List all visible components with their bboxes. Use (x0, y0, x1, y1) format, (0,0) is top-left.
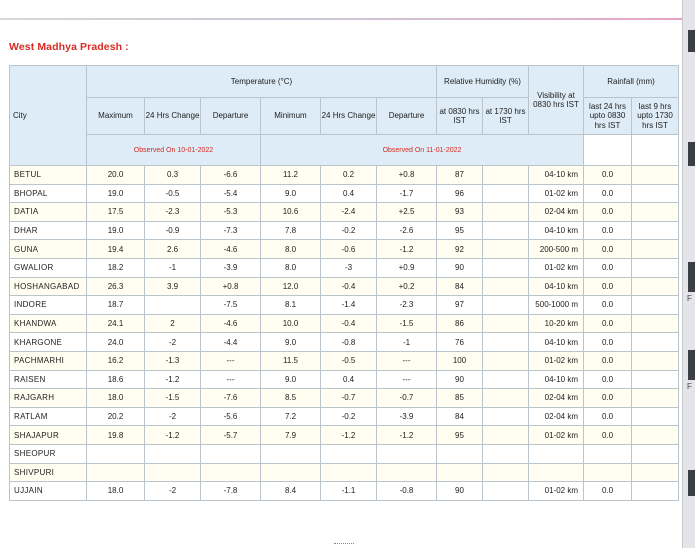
cell-min-departure: +0.9 (377, 258, 437, 277)
cell-min-departure: +0.8 (377, 166, 437, 185)
cell-max-temp: 18.7 (87, 296, 145, 315)
cell-max-change: -1 (145, 258, 201, 277)
cell-max-change (145, 444, 201, 463)
cell-min-temp: 9.0 (261, 184, 321, 203)
cell-min-departure (377, 463, 437, 482)
observed-date-min: Observed On 11-01-2022 (261, 135, 584, 166)
cell-max-temp: 19.0 (87, 184, 145, 203)
cell-visibility: 500-1000 m (529, 296, 584, 315)
cell-rh-0830 (437, 463, 483, 482)
table-row (10, 444, 679, 463)
cell-rain-9hrs (632, 277, 679, 296)
cell-visibility: 04-10 km (529, 221, 584, 240)
cell-max-departure: -5.6 (201, 407, 261, 426)
cell-min-change: 0.2 (321, 166, 377, 185)
cell-visibility: 01-02 km (529, 426, 584, 445)
cell-min-departure: -3.9 (377, 407, 437, 426)
cell-max-temp: 19.0 (87, 221, 145, 240)
cell-rh-1730 (483, 221, 529, 240)
cell-city: GWALIOR (10, 258, 87, 277)
page-top-divider (0, 18, 682, 20)
cell-max-departure: -6.6 (201, 166, 261, 185)
cell-min-change: -3 (321, 258, 377, 277)
cell-rh-1730 (483, 370, 529, 389)
cell-max-departure: -5.4 (201, 184, 261, 203)
header-rainfall: Rainfall (mm) (584, 66, 679, 98)
cell-visibility (529, 463, 584, 482)
cell-rh-0830: 90 (437, 258, 483, 277)
cell-rain-9hrs (632, 184, 679, 203)
cell-city: PACHMARHI (10, 351, 87, 370)
cell-max-departure: -3.9 (201, 258, 261, 277)
cell-max-temp: 18.0 (87, 389, 145, 408)
header-rain-24hrs: last 24 hrs upto 0830 hrs IST (584, 98, 632, 135)
cell-rain-9hrs (632, 166, 679, 185)
cell-city: DATIA (10, 203, 87, 222)
cell-rain-9hrs (632, 296, 679, 315)
table-row (10, 370, 679, 389)
cell-rh-1730 (483, 463, 529, 482)
table-row (10, 351, 679, 370)
cell-min-temp: 7.8 (261, 221, 321, 240)
edge-block (688, 350, 695, 380)
header-max-departure: Departure (201, 98, 261, 135)
cell-rain-24hrs: 0.0 (584, 370, 632, 389)
cell-max-temp: 20.0 (87, 166, 145, 185)
edge-block (688, 30, 695, 52)
table-row (10, 184, 679, 203)
cell-rain-24hrs: 0.0 (584, 221, 632, 240)
cell-max-departure: --- (201, 351, 261, 370)
cell-min-change: -0.2 (321, 407, 377, 426)
cell-max-temp: 24.0 (87, 333, 145, 352)
cell-visibility: 04-10 km (529, 370, 584, 389)
cell-rain-9hrs (632, 258, 679, 277)
table-row (10, 482, 679, 501)
cell-city: BETUL (10, 166, 87, 185)
cell-rain-9hrs (632, 407, 679, 426)
cell-min-temp: 9.0 (261, 333, 321, 352)
cell-min-departure: -2.3 (377, 296, 437, 315)
table-row (10, 221, 679, 240)
cell-min-change: -0.2 (321, 221, 377, 240)
table-row (10, 240, 679, 259)
cell-max-departure: +0.8 (201, 277, 261, 296)
cell-min-temp: 8.4 (261, 482, 321, 501)
cell-rain-24hrs: 0.0 (584, 184, 632, 203)
cell-max-departure: -7.8 (201, 482, 261, 501)
edge-glyph: F (687, 294, 692, 303)
cell-min-departure: -0.8 (377, 482, 437, 501)
table-body (10, 166, 679, 501)
cell-rh-0830: 96 (437, 184, 483, 203)
header-maximum: Maximum (87, 98, 145, 135)
cell-max-change: -1.3 (145, 351, 201, 370)
cell-min-change: -1.4 (321, 296, 377, 315)
cell-city: SHEOPUR (10, 444, 87, 463)
cell-max-departure: -7.3 (201, 221, 261, 240)
cell-max-temp: 18.2 (87, 258, 145, 277)
cell-min-temp: 8.1 (261, 296, 321, 315)
cell-rain-24hrs: 0.0 (584, 351, 632, 370)
cell-rh-0830: 93 (437, 203, 483, 222)
cell-max-departure: -4.4 (201, 333, 261, 352)
cell-city: SHAJAPUR (10, 426, 87, 445)
cell-rh-0830: 95 (437, 426, 483, 445)
table-row (10, 314, 679, 333)
cell-rh-0830 (437, 444, 483, 463)
header-minimum: Minimum (261, 98, 321, 135)
cell-rh-1730 (483, 482, 529, 501)
cell-city: KHANDWA (10, 314, 87, 333)
cell-min-departure: -1.5 (377, 314, 437, 333)
cell-city: RAISEN (10, 370, 87, 389)
cell-max-temp (87, 463, 145, 482)
cell-rain-24hrs: 0.0 (584, 426, 632, 445)
cell-rh-1730 (483, 166, 529, 185)
cell-visibility: 01-02 km (529, 482, 584, 501)
cell-rain-9hrs (632, 314, 679, 333)
header-city: City (10, 66, 87, 166)
cell-visibility (529, 444, 584, 463)
cell-max-change: 0.3 (145, 166, 201, 185)
cell-max-temp: 19.4 (87, 240, 145, 259)
cell-rh-1730 (483, 389, 529, 408)
cell-rain-9hrs (632, 444, 679, 463)
cell-max-temp: 17.5 (87, 203, 145, 222)
table-row (10, 258, 679, 277)
cell-max-departure: -5.7 (201, 426, 261, 445)
cell-max-change: -0.5 (145, 184, 201, 203)
cell-min-temp (261, 444, 321, 463)
cell-min-change: -1.1 (321, 482, 377, 501)
cell-min-departure: --- (377, 370, 437, 389)
cell-min-temp: 7.2 (261, 407, 321, 426)
observed-date-max: Observed On 10-01-2022 (87, 135, 261, 166)
cell-min-change: -0.4 (321, 277, 377, 296)
cell-max-change: -2 (145, 407, 201, 426)
page-footer-mark (334, 543, 354, 547)
cell-max-temp: 24.1 (87, 314, 145, 333)
cell-min-temp: 8.0 (261, 258, 321, 277)
cell-visibility: 04-10 km (529, 166, 584, 185)
cell-rh-1730 (483, 426, 529, 445)
header-max-change: 24 Hrs Change (145, 98, 201, 135)
cell-rh-0830: 76 (437, 333, 483, 352)
weather-table (9, 65, 679, 501)
cell-min-departure (377, 444, 437, 463)
cell-city: HOSHANGABAD (10, 277, 87, 296)
cell-rain-9hrs (632, 389, 679, 408)
cell-rain-24hrs: 0.0 (584, 166, 632, 185)
cell-min-change (321, 444, 377, 463)
cell-min-change: -0.5 (321, 351, 377, 370)
cell-visibility: 200-500 m (529, 240, 584, 259)
cell-city: INDORE (10, 296, 87, 315)
cell-min-temp (261, 463, 321, 482)
cell-min-change: -0.6 (321, 240, 377, 259)
table-row (10, 296, 679, 315)
edge-block (688, 470, 695, 496)
cell-rh-1730 (483, 333, 529, 352)
cell-max-change: -1.2 (145, 426, 201, 445)
edge-block (688, 142, 695, 166)
cell-max-temp: 16.2 (87, 351, 145, 370)
cell-visibility: 04-10 km (529, 333, 584, 352)
cell-city: DHAR (10, 221, 87, 240)
cell-max-departure: -7.6 (201, 389, 261, 408)
edge-block (688, 262, 695, 292)
cell-rh-1730 (483, 258, 529, 277)
cell-max-departure: -5.3 (201, 203, 261, 222)
table-row (10, 166, 679, 185)
cell-max-change: 2.6 (145, 240, 201, 259)
cell-min-change: 0.4 (321, 370, 377, 389)
cell-max-departure: --- (201, 370, 261, 389)
cell-rh-0830: 90 (437, 482, 483, 501)
cell-min-departure: +0.2 (377, 277, 437, 296)
cell-min-change: -0.8 (321, 333, 377, 352)
cell-city: BHOPAL (10, 184, 87, 203)
cell-max-temp: 18.6 (87, 370, 145, 389)
cell-rh-1730 (483, 184, 529, 203)
header-min-departure: Departure (377, 98, 437, 135)
cell-visibility: 02-04 km (529, 389, 584, 408)
header-temperature: Temperature (°C) (87, 66, 437, 98)
edge-glyph: F (687, 382, 692, 391)
cell-visibility: 01-02 km (529, 351, 584, 370)
cell-min-temp: 8.0 (261, 240, 321, 259)
cell-min-temp: 8.5 (261, 389, 321, 408)
header-min-change: 24 Hrs Change (321, 98, 377, 135)
observed-blank (584, 135, 632, 166)
cell-min-departure: -2.6 (377, 221, 437, 240)
cell-max-change: -2 (145, 482, 201, 501)
cell-min-temp: 11.2 (261, 166, 321, 185)
cell-city: UJJAIN (10, 482, 87, 501)
cell-rh-1730 (483, 407, 529, 426)
cell-rain-9hrs (632, 351, 679, 370)
header-humidity: Relative Humidity (%) (437, 66, 529, 98)
cell-max-temp (87, 444, 145, 463)
header-rh-0830: at 0830 hrs IST (437, 98, 483, 135)
table-row (10, 463, 679, 482)
cell-min-departure: -0.7 (377, 389, 437, 408)
cell-rh-0830: 90 (437, 370, 483, 389)
cell-rain-24hrs: 0.0 (584, 277, 632, 296)
cell-min-change: -0.4 (321, 314, 377, 333)
cell-rain-24hrs: 0.0 (584, 333, 632, 352)
cell-min-change (321, 463, 377, 482)
cell-rain-24hrs (584, 444, 632, 463)
cell-min-change: -1.2 (321, 426, 377, 445)
cell-rain-24hrs: 0.0 (584, 407, 632, 426)
region-title: West Madhya Pradesh : (9, 41, 129, 53)
cell-rh-1730 (483, 296, 529, 315)
cell-max-change: -2.3 (145, 203, 201, 222)
cell-max-change: -1.5 (145, 389, 201, 408)
right-edge-scroll-strip[interactable] (682, 0, 695, 548)
cell-rh-0830: 84 (437, 277, 483, 296)
cell-visibility: 02-04 km (529, 203, 584, 222)
cell-rh-1730 (483, 277, 529, 296)
table-row (10, 277, 679, 296)
header-rain-9hrs: last 9 hrs upto 1730 hrs IST (632, 98, 679, 135)
cell-rain-9hrs (632, 221, 679, 240)
cell-min-departure: +2.5 (377, 203, 437, 222)
cell-max-temp: 26.3 (87, 277, 145, 296)
cell-max-temp: 20.2 (87, 407, 145, 426)
cell-rh-1730 (483, 203, 529, 222)
cell-min-temp: 7.9 (261, 426, 321, 445)
cell-rh-0830: 95 (437, 221, 483, 240)
cell-min-change: -2.4 (321, 203, 377, 222)
cell-visibility: 02-04 km (529, 407, 584, 426)
cell-min-temp: 11.5 (261, 351, 321, 370)
table-row (10, 426, 679, 445)
cell-rh-0830: 84 (437, 407, 483, 426)
cell-rain-24hrs: 0.0 (584, 240, 632, 259)
cell-max-departure: -7.5 (201, 296, 261, 315)
cell-rain-9hrs (632, 370, 679, 389)
cell-rh-1730 (483, 240, 529, 259)
cell-rh-0830: 97 (437, 296, 483, 315)
cell-min-temp: 10.0 (261, 314, 321, 333)
table-row (10, 333, 679, 352)
cell-rh-0830: 100 (437, 351, 483, 370)
cell-rh-0830: 85 (437, 389, 483, 408)
cell-min-temp: 9.0 (261, 370, 321, 389)
cell-rain-24hrs: 0.0 (584, 258, 632, 277)
cell-rain-9hrs (632, 240, 679, 259)
cell-max-departure: -4.6 (201, 240, 261, 259)
cell-rain-9hrs (632, 463, 679, 482)
cell-max-temp: 19.8 (87, 426, 145, 445)
cell-rh-0830: 87 (437, 166, 483, 185)
cell-min-departure: -1 (377, 333, 437, 352)
cell-rain-24hrs: 0.0 (584, 482, 632, 501)
cell-min-departure: -1.2 (377, 426, 437, 445)
cell-rain-9hrs (632, 333, 679, 352)
observed-blank (632, 135, 679, 166)
table-row (10, 407, 679, 426)
cell-rain-9hrs (632, 482, 679, 501)
cell-max-change: -0.9 (145, 221, 201, 240)
cell-max-departure: -4.6 (201, 314, 261, 333)
cell-rain-24hrs: 0.0 (584, 203, 632, 222)
cell-rh-0830: 92 (437, 240, 483, 259)
cell-min-departure: --- (377, 351, 437, 370)
cell-rain-24hrs: 0.0 (584, 314, 632, 333)
cell-min-departure: -1.2 (377, 240, 437, 259)
cell-rain-24hrs (584, 463, 632, 482)
cell-rain-9hrs (632, 203, 679, 222)
cell-max-change: 3.9 (145, 277, 201, 296)
cell-rain-24hrs: 0.0 (584, 389, 632, 408)
table-row (10, 203, 679, 222)
cell-city: RATLAM (10, 407, 87, 426)
cell-city: KHARGONE (10, 333, 87, 352)
table-row (10, 389, 679, 408)
cell-max-departure (201, 463, 261, 482)
cell-max-change: 2 (145, 314, 201, 333)
cell-visibility: 10-20 km (529, 314, 584, 333)
header-visibility: Visibility at 0830 hrs IST (529, 66, 584, 135)
cell-max-change (145, 296, 201, 315)
cell-min-temp: 10.6 (261, 203, 321, 222)
cell-rain-9hrs (632, 426, 679, 445)
cell-max-change (145, 463, 201, 482)
cell-min-temp: 12.0 (261, 277, 321, 296)
cell-min-change: -0.7 (321, 389, 377, 408)
cell-rh-1730 (483, 314, 529, 333)
header-rh-1730: at 1730 hrs IST (483, 98, 529, 135)
cell-max-temp: 18.0 (87, 482, 145, 501)
cell-min-departure: -1.7 (377, 184, 437, 203)
cell-visibility: 01-02 km (529, 184, 584, 203)
cell-city: GUNA (10, 240, 87, 259)
cell-rh-1730 (483, 444, 529, 463)
cell-max-change: -1.2 (145, 370, 201, 389)
cell-rh-1730 (483, 351, 529, 370)
cell-max-departure (201, 444, 261, 463)
cell-min-change: 0.4 (321, 184, 377, 203)
cell-max-change: -2 (145, 333, 201, 352)
cell-rain-24hrs: 0.0 (584, 296, 632, 315)
cell-visibility: 01-02 km (529, 258, 584, 277)
cell-city: SHIVPURI (10, 463, 87, 482)
cell-visibility: 04-10 km (529, 277, 584, 296)
cell-city: RAJGARH (10, 389, 87, 408)
cell-rh-0830: 86 (437, 314, 483, 333)
